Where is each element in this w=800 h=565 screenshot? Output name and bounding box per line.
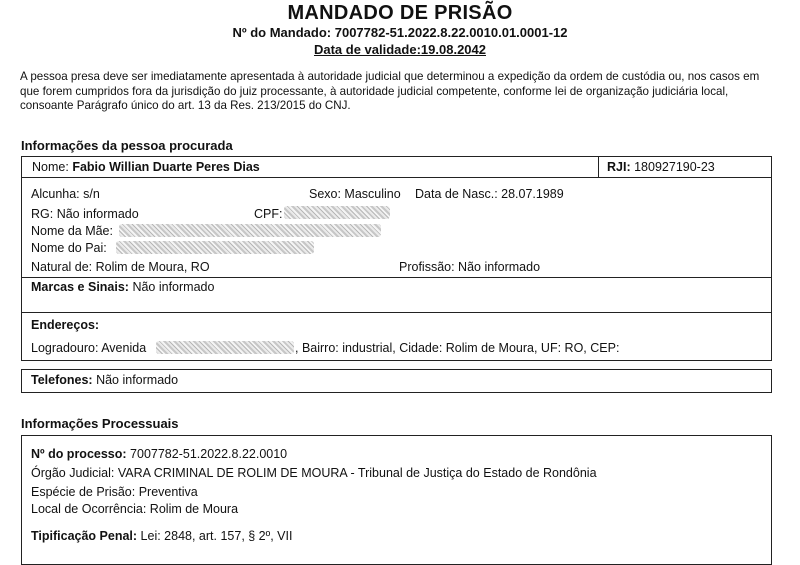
rji-field	[607, 160, 715, 174]
phones-label: Telefones:	[31, 373, 93, 387]
phones-box	[21, 369, 772, 393]
intro-paragraph: A pessoa presa deve ser imediatamente apresentada à autoridade judicial que determinou a expedição da ordem de custódia ou, nos casos em que forem cumpridos fora da jurisdição do juiz processante, à autoridade judicial competente, conforme lei de organização judiciária local, consoante Parágrafo único do art. 13 da Res. 213/2015 do CNJ.	[20, 70, 760, 112]
profissao: Profissão: Não informado	[399, 260, 541, 274]
marks-value: Não informado	[132, 280, 215, 294]
name-value: Fabio Willian Duarte Peres Dias	[72, 160, 260, 174]
name-box	[21, 156, 599, 178]
sexo: Sexo: Masculino	[309, 187, 401, 201]
process-number	[31, 447, 287, 461]
street-redacted	[156, 341, 294, 354]
arrest-type: Espécie de Prisão: Preventiva	[31, 485, 198, 499]
document-title: MANDADO DE PRISÃO	[287, 2, 513, 24]
marks-field	[31, 280, 214, 294]
rji-label: RJI:	[607, 160, 631, 174]
judicial-body: Órgão Judicial: VARA CRIMINAL DE ROLIM DE MOURA - Tribunal de Justiça do Estado de Rondônia	[31, 466, 597, 480]
address-prefix: Logradouro: Avenida	[31, 341, 147, 355]
name-label: Nome:	[32, 160, 69, 174]
mandado-label: Nº do Mandado:	[232, 25, 332, 40]
validity-date-line	[0, 42, 800, 57]
father-name-label: Nome do Pai:	[31, 241, 107, 255]
father-name-redacted	[116, 241, 314, 254]
address-box	[21, 312, 772, 361]
validade-label: Data de validade:	[313, 42, 421, 57]
occurrence-location: Local de Ocorrência: Rolim de Moura	[31, 502, 239, 516]
address-label: Endereços:	[31, 318, 100, 332]
process-number-label: Nº do processo:	[31, 447, 127, 461]
person-details-box	[21, 177, 772, 278]
mandado-number-line	[0, 25, 800, 40]
validade-date: 19.08.2042	[420, 42, 486, 57]
mother-name-redacted	[119, 224, 381, 237]
rji-box	[598, 156, 772, 178]
birth-date: Data de Nasc.: 28.07.1989	[415, 187, 564, 201]
name-field	[32, 160, 260, 174]
penal-typification-label: Tipificação Penal:	[31, 529, 138, 543]
cpf-redacted	[284, 206, 390, 219]
penal-typification-value: Lei: 2848, art. 157, § 2º, VII	[140, 529, 293, 543]
marks-label: Marcas e Sinais:	[31, 280, 129, 294]
rji-value: 180927190-23	[634, 160, 715, 174]
phones-value: Não informado	[96, 373, 179, 387]
marks-box	[21, 277, 772, 313]
person-section-title: Informações da pessoa procurada	[21, 138, 233, 153]
process-number-value: 7007782-51.2022.8.22.0010	[130, 447, 288, 461]
cpf-label: CPF:	[254, 207, 283, 221]
mother-name-label: Nome da Mãe:	[31, 224, 113, 238]
process-box	[21, 435, 772, 565]
alcunha: Alcunha: s/n	[31, 187, 100, 201]
natural-de: Natural de: Rolim de Moura, RO	[31, 260, 210, 274]
address-rest: , Bairro: industrial, Cidade: Rolim de Moura, UF: RO, CEP:	[295, 341, 620, 355]
phones-field	[31, 373, 178, 387]
rg: RG: Não informado	[31, 207, 139, 221]
process-section-title: Informações Processuais	[21, 416, 179, 431]
mandado-number: 7007782-51.2022.8.22.0010.01.0001-12	[334, 25, 568, 40]
penal-typification	[31, 529, 292, 543]
